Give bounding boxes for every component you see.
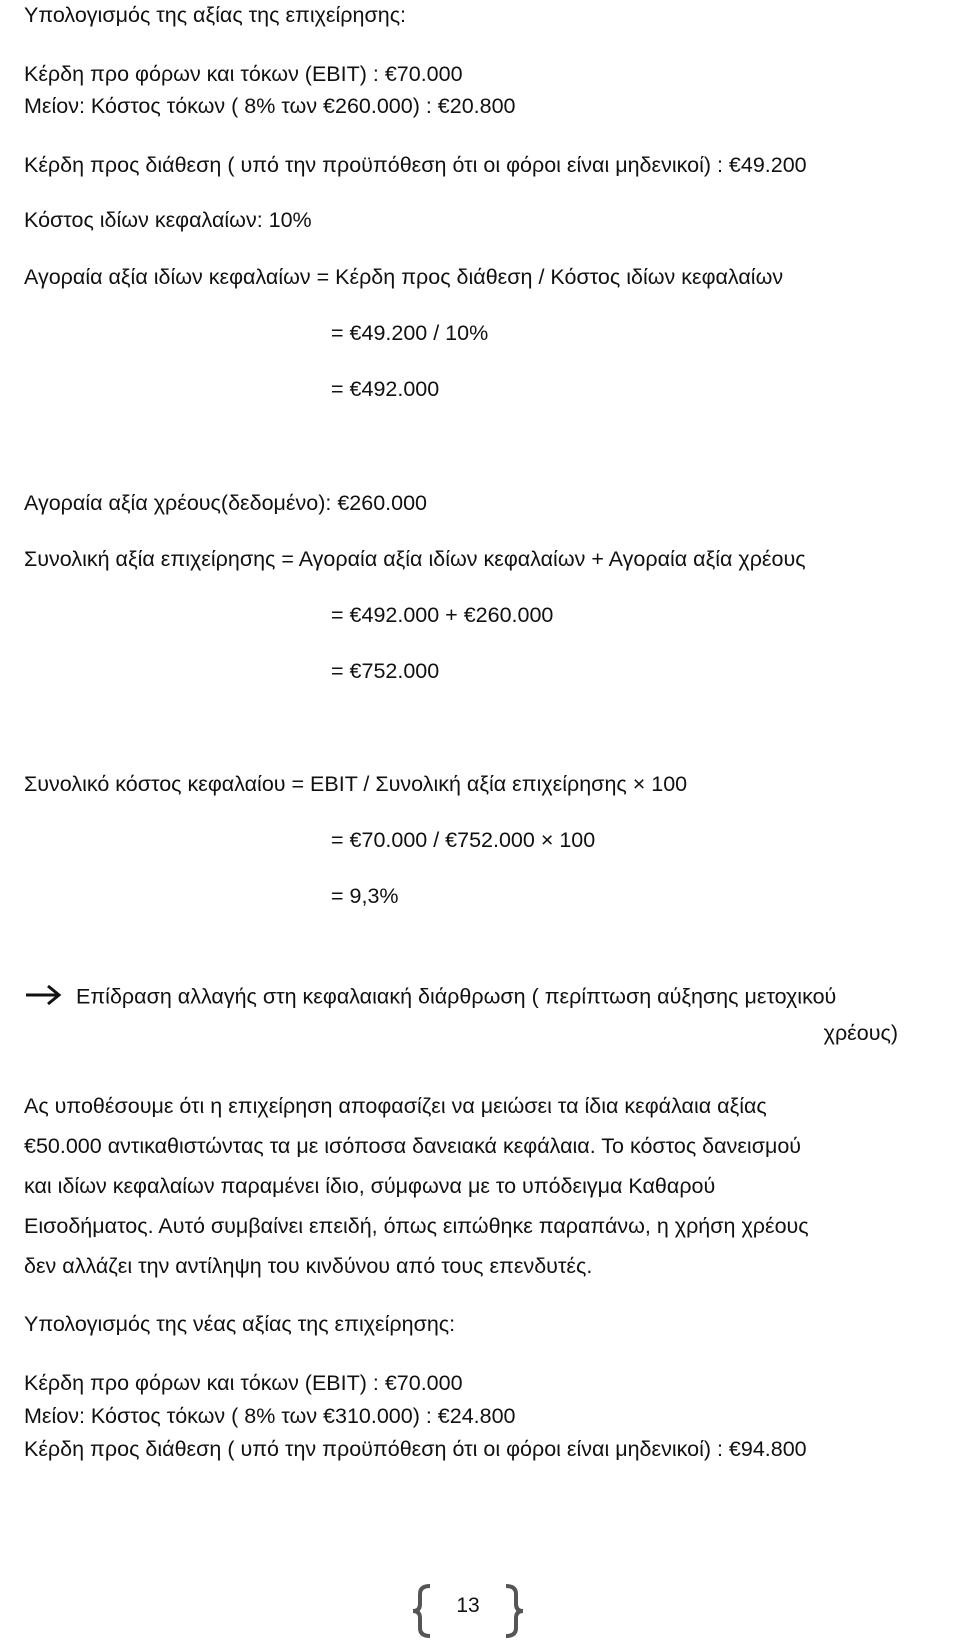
paragraph: [24, 1086, 936, 1286]
effect-heading-continuation: χρέους): [823, 1021, 898, 1045]
heading-firm-value: Υπολογισμός της αξίας της επιχείρησης:: [24, 3, 407, 27]
arrow-right-icon: [24, 983, 64, 1013]
wacc-calc-2: = 9,3%: [331, 884, 399, 908]
new-heading: Υπολογισμός της νέας αξίας της επιχείρησης:: [24, 1312, 456, 1336]
equity-calc-1: = €49.200 / 10%: [331, 321, 489, 345]
paragraph-line: €50.000 αντικαθιστώντας τα με ισόποσα δανειακά κεφάλαια. Το κόστος δανεισμού: [24, 1134, 802, 1158]
debt-value-line: Αγοραία αξία χρέους(δεδομένο): €260.000: [24, 491, 428, 515]
new-profit-line: Κέρδη προς διάθεση ( υπό την προϋπόθεση ότι οι φόροι είναι μηδενικοί) : €94.800: [24, 1437, 807, 1461]
profit-line: Κέρδη προς διάθεση ( υπό την προϋπόθεση ότι οι φόροι είναι μηδενικοί) : €49.200: [24, 153, 807, 177]
firm-calc-1: = €492.000 + €260.000: [331, 603, 554, 627]
wacc-calc-1: = €70.000 / €752.000 × 100: [331, 828, 596, 852]
firm-value-formula: Συνολική αξία επιχείρησης = Αγοραία αξία ιδίων κεφαλαίων + Αγοραία αξία χρέους: [24, 547, 806, 571]
equity-value-formula: Αγοραία αξία ιδίων κεφαλαίων = Κέρδη προς διάθεση / Κόστος ιδίων κεφαλαίων: [24, 265, 784, 289]
interest-line: Μείον: Κόστος τόκων ( 8% των €260.000) : €20.800: [24, 94, 516, 118]
effect-heading-text: Επίδραση αλλαγής στη κεφαλαιακή διάρθρωση ( περίπτωση αύξησης μετοχικού: [76, 984, 837, 1009]
cost-equity-line: Κόστος ιδίων κεφαλαίων: 10%: [24, 208, 312, 232]
wacc-formula: Συνολικό κόστος κεφαλαίου = EBIT / Συνολική αξία επιχείρησης × 100: [24, 772, 688, 796]
paragraph-line: Εισοδήματος. Αυτό συμβαίνει επειδή, όπως ειπώθηκε παραπάνω, η χρήση χρέους: [24, 1214, 809, 1238]
equity-calc-2: = €492.000: [331, 377, 440, 401]
new-interest-line: Μείον: Κόστος τόκων ( 8% των €310.000) : €24.800: [24, 1404, 516, 1428]
paragraph-line: Ας υποθέσουμε ότι η επιχείρηση αποφασίζει να μειώσει τα ίδια κεφάλαια αξίας: [24, 1094, 767, 1118]
paragraph-line: δεν αλλάζει την αντίληψη του κινδύνου από τους επενδυτές.: [24, 1254, 593, 1278]
ebit-line: Κέρδη προ φόρων και τόκων (EBIT) : €70.000: [24, 62, 463, 86]
new-ebit-line: Κέρδη προ φόρων και τόκων (EBIT) : €70.000: [24, 1371, 463, 1395]
paragraph-line: και ιδίων κεφαλαίων παραμένει ίδιο, σύμφωνα με το υπόδειγμα Καθαρού: [24, 1174, 716, 1198]
effect-heading: [24, 983, 836, 1013]
page-footer: [408, 1584, 528, 1638]
firm-calc-2: = €752.000: [331, 659, 440, 683]
page-number: 13: [456, 1594, 480, 1617]
